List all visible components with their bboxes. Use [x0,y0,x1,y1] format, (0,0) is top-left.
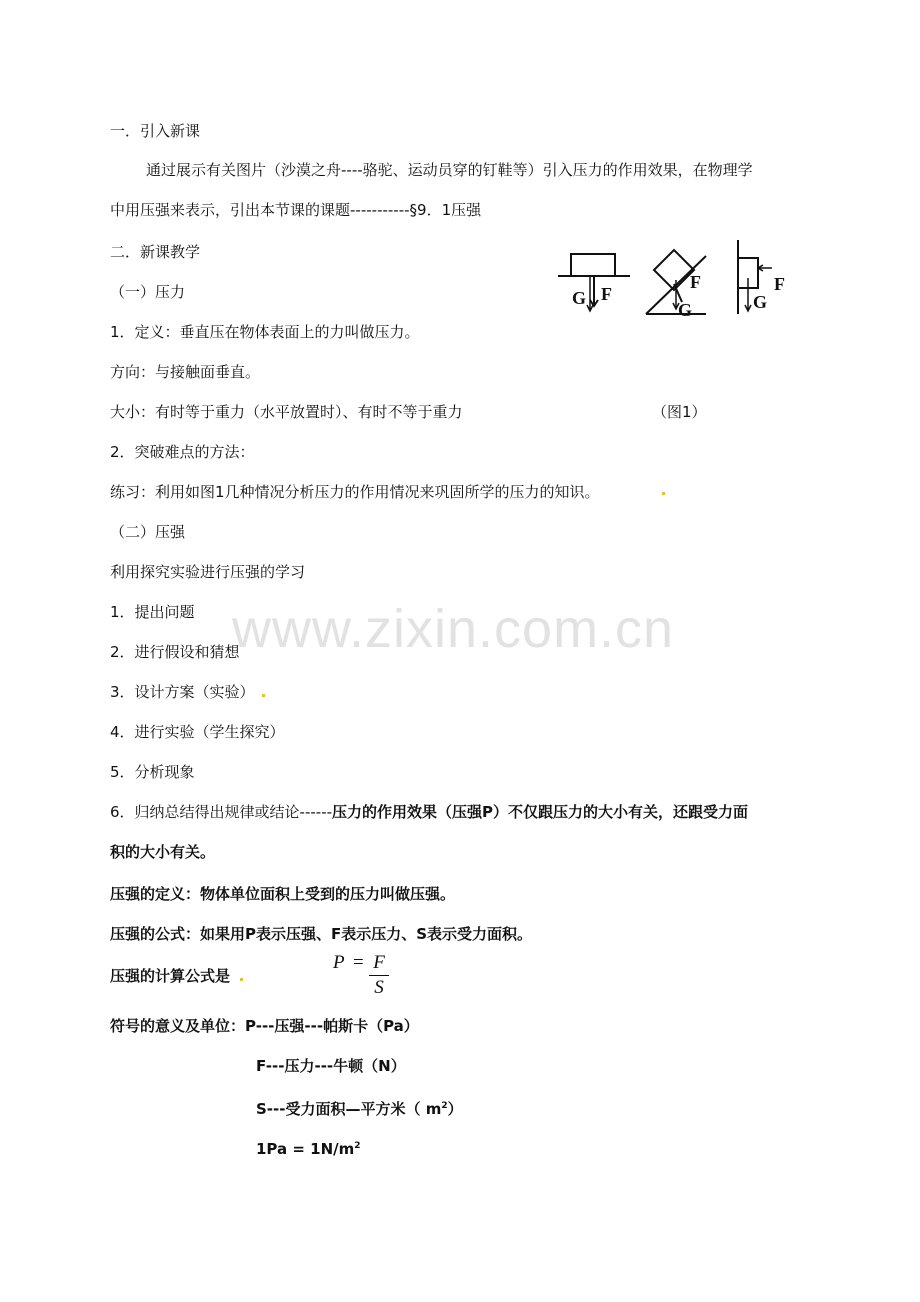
fraction-bar [369,975,389,976]
scan-dot [262,694,265,697]
step-3: 3．设计方案（实验） [110,683,255,701]
scan-dot [240,978,243,981]
magnitude-line: 大小：有时等于重力（水平放置时）、有时不等于重力 [110,403,463,421]
direction-line: 方向：与接触面垂直。 [110,363,261,381]
pa-definition-sup: 2 [354,1141,361,1151]
label-f: F [601,284,612,304]
formula-fraction [369,952,389,999]
formula-numerator: F [373,952,385,973]
pressure-formula [333,952,385,998]
section-1-heading: 一．引入新课 [110,122,201,140]
formula-equals: = [353,952,364,973]
units-line-s [256,1096,463,1119]
method-line: 2．突破难点的方法： [110,443,255,461]
units-line-s-sup: 2 [441,1101,448,1111]
intro-paragraph-line-1: 通过展示有关图片（沙漠之舟----骆驼、运动员穿的钉鞋等）引入压力的作用效果，在物理学 [146,161,753,179]
watermark: www.zixin.com.cn [232,599,675,659]
figure-1-force-diagrams [550,238,800,324]
units-line-s-text: S---受力面积—平方米（ m [256,1100,442,1118]
label-f: F [774,274,785,294]
step-4: 4．进行实验（学生探究） [110,723,285,741]
units-line-s-end: ） [447,1100,463,1118]
step-6-conclusion: 压力的作用效果（压强P）不仅跟压力的大小有关，还跟受力面 [332,803,749,821]
exercise-line: 练习：利用如图1几种情况分析压力的作用情况来巩固所学的压力的知识。 [110,483,600,501]
inquiry-intro-line: 利用探究实验进行压强的学习 [110,563,306,581]
pa-definition [256,1136,361,1159]
pressure-formula-intro: 压强的公式：如果用P表示压强、F表示压力、S表示受力面积。 [110,925,533,943]
formula-denominator: S [374,977,384,998]
units-line-p: 符号的意义及单位：P---压强---帕斯卡（Pa） [110,1017,419,1035]
section-2-heading: 二．新课教学 [110,243,201,261]
formula-lhs: P [333,952,345,973]
label-g: G [753,292,768,312]
formula-label: 压强的计算公式是 [110,967,231,985]
diagram-horizontal [558,254,630,311]
subsection-pressure: （二）压强 [110,523,186,541]
label-g: G [572,288,587,308]
label-f: F [690,272,701,292]
definition-line: 1．定义：垂直压在物体表面上的力叫做压力。 [110,323,420,341]
step-6-lead: 6．归纳总结得出规律或结论------ [110,803,333,821]
label-g: G [678,300,693,320]
step-6-conclusion-cont: 积的大小有关。 [110,843,216,861]
figure-caption: （图1） [652,403,707,421]
pressure-definition: 压强的定义：物体单位面积上受到的压力叫做压强。 [110,885,456,903]
step-1: 1．提出问题 [110,603,195,621]
pa-definition-text: 1Pa = 1N/m [256,1140,355,1158]
scan-dot [662,492,665,495]
block [571,254,615,276]
units-line-f: F---压力---牛顿（N） [256,1057,406,1075]
intro-paragraph-line-2: 中用压强来表示，引出本节课的课题-----------§9．1压强 [110,201,482,219]
step-2: 2．进行假设和猜想 [110,643,240,661]
step-5: 5．分析现象 [110,763,195,781]
subsection-pressure-force: （一）压力 [110,283,186,301]
step-6 [110,802,748,822]
